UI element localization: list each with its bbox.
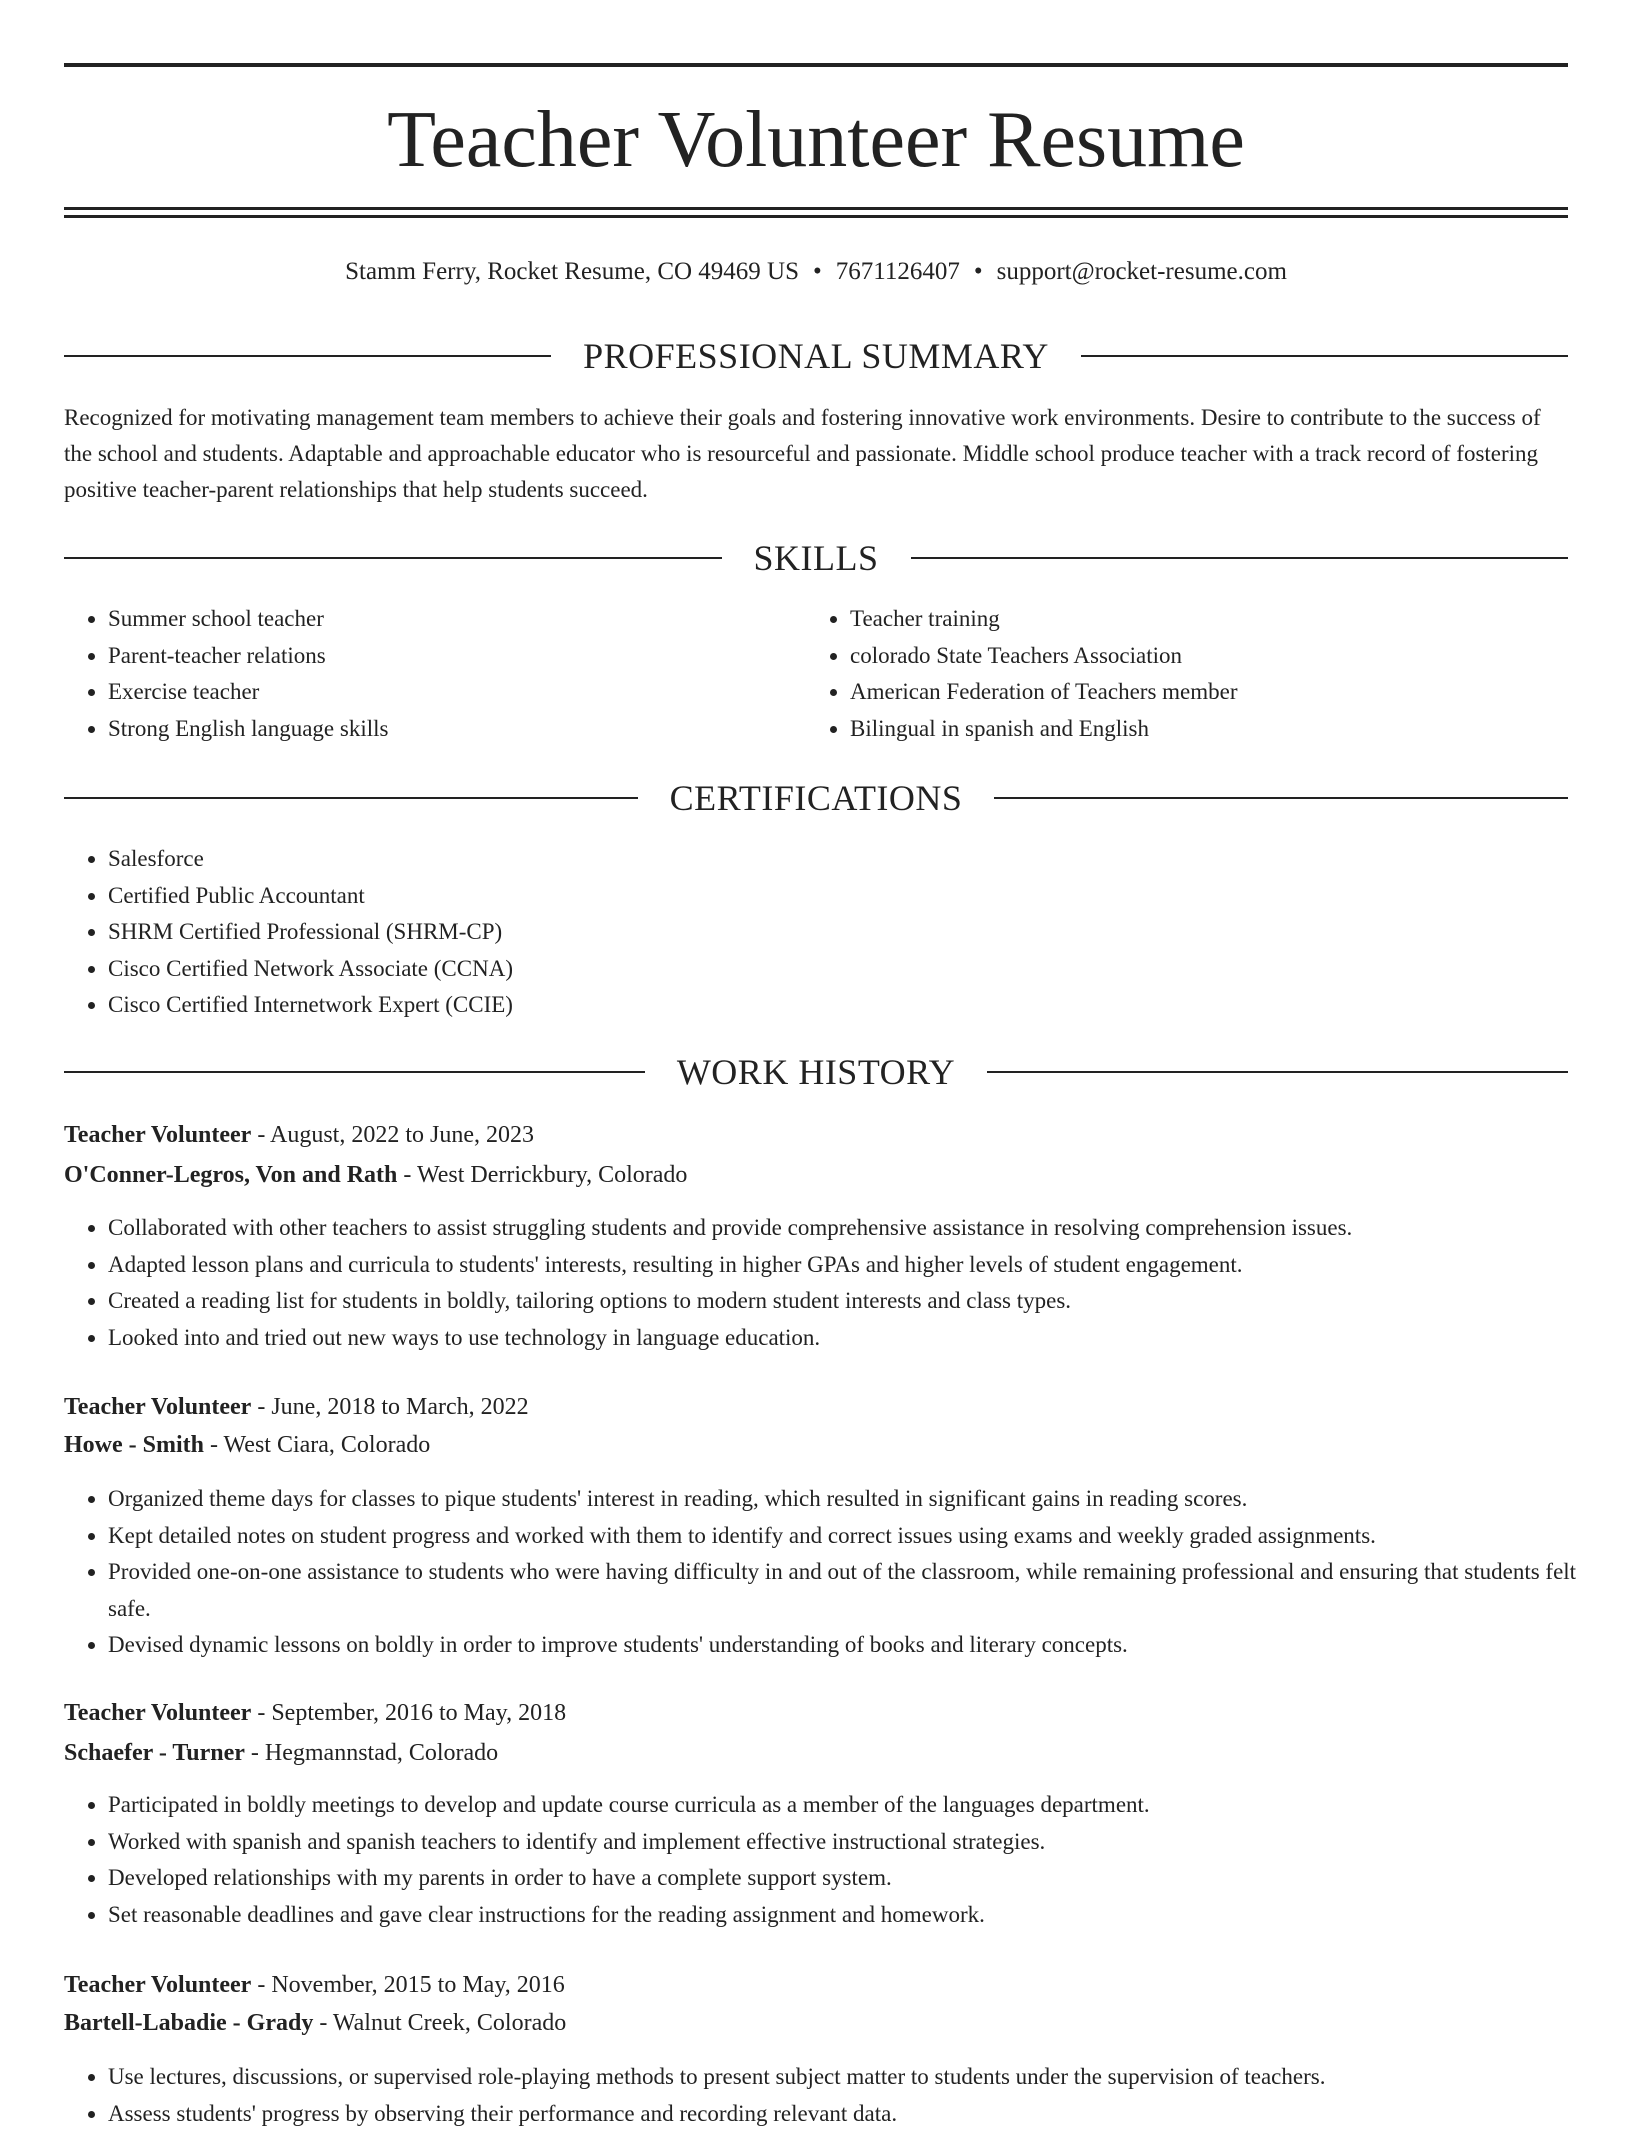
skill-item: • Bilingual in spanish and English bbox=[850, 711, 1610, 748]
job-bullets bbox=[64, 1210, 1568, 1356]
title-double-rule-upper bbox=[64, 207, 1568, 210]
contact-line bbox=[64, 254, 1568, 290]
job-dates: - August, 2022 to June, 2023 bbox=[251, 1122, 534, 1148]
job-bullet: • Participated in boldly meetings to develop and update course curricula as a member of the languages department. bbox=[108, 1787, 1568, 1824]
section-divider bbox=[64, 557, 722, 559]
title-double-rule-lower bbox=[64, 215, 1568, 218]
job-bullets bbox=[64, 1481, 1608, 1664]
certification-item: • Certified Public Accountant bbox=[108, 878, 1508, 915]
job-bullet: • Developed relationships with my parents in order to have a complete support system. bbox=[108, 1860, 1568, 1897]
job-bullet: • Created a reading list for students in boldly, tailoring options to modern student interests and class types. bbox=[108, 1283, 1568, 1320]
contact-email: support@rocket-resume.com bbox=[997, 258, 1287, 285]
section-divider bbox=[64, 355, 551, 357]
job-company-line bbox=[64, 1427, 1568, 1463]
job-dates: - November, 2015 to May, 2016 bbox=[251, 1972, 564, 1998]
section-divider bbox=[911, 557, 1569, 559]
job-bullet: • Devised dynamic lessons on boldly in order to improve students' understanding of books and literary concepts. bbox=[108, 1627, 1608, 1664]
skill-item: • Teacher training bbox=[850, 601, 1610, 638]
summary-section-header bbox=[64, 334, 1568, 378]
job-title-line bbox=[64, 1695, 1568, 1731]
resume-title: Teacher Volunteer Resume bbox=[64, 92, 1568, 188]
job-company-line bbox=[64, 2005, 1568, 2041]
skill-item: • Parent-teacher relations bbox=[108, 638, 808, 675]
section-divider bbox=[994, 797, 1568, 799]
certification-item: • SHRM Certified Professional (SHRM-CP) bbox=[108, 914, 1508, 951]
job-company-line bbox=[64, 1735, 1568, 1771]
job-title: Teacher Volunteer bbox=[64, 1122, 251, 1148]
summary-text: Recognized for motivating management team members to achieve their goals and fostering innovative work environments. Desire to contribute to the success of the school and students. Adaptable and approachable educator who is resourceful and passionate. Middle school produce teacher with a track record of fostering positive teacher-parent relationships that help students succeed. bbox=[64, 400, 1568, 508]
skill-item: • American Federation of Teachers member bbox=[850, 674, 1610, 711]
work-history-heading: WORK HISTORY bbox=[677, 1050, 955, 1094]
job-bullet: • Adapted lesson plans and curricula to students' interests, resulting in higher GPAs and higher levels of student engagement. bbox=[108, 1247, 1568, 1284]
section-divider bbox=[987, 1071, 1568, 1073]
job-location: - Hegmannstad, Colorado bbox=[245, 1740, 498, 1766]
job-company: Howe - Smith bbox=[64, 1432, 204, 1458]
summary-heading: PROFESSIONAL SUMMARY bbox=[583, 334, 1049, 378]
job-location: - Walnut Creek, Colorado bbox=[313, 2010, 566, 2036]
skill-item: • Strong English language skills bbox=[108, 711, 808, 748]
job-bullet: • Provided one-on-one assistance to students who were having difficulty in and out of the classroom, while remaining professional and ensuring that students felt safe. bbox=[108, 1554, 1608, 1627]
certifications-heading: CERTIFICATIONS bbox=[670, 776, 963, 820]
job-bullet: • Assess students' progress by observing their performance and recording relevant data. bbox=[108, 2096, 1568, 2132]
job-bullet: • Use lectures, discussions, or supervised role-playing methods to present subject matter to students under the supervision of teachers. bbox=[108, 2059, 1568, 2096]
job-bullet: • Organized theme days for classes to pique students' interest in reading, which resulted in significant gains in reading scores. bbox=[108, 1481, 1608, 1518]
job-location: - West Derrickbury, Colorado bbox=[397, 1162, 687, 1188]
job-title-line bbox=[64, 1389, 1568, 1425]
job-bullet: • Kept detailed notes on student progress and worked with them to identify and correct issues using exams and weekly graded assignments. bbox=[108, 1518, 1608, 1555]
job-title: Teacher Volunteer bbox=[64, 1972, 251, 1998]
job-title: Teacher Volunteer bbox=[64, 1394, 251, 1420]
contact-phone: 7671126407 bbox=[836, 258, 960, 285]
skills-heading: SKILLS bbox=[754, 536, 879, 580]
skill-item: • colorado State Teachers Association bbox=[850, 638, 1610, 675]
skills-section-header bbox=[64, 536, 1568, 580]
job-bullet: • Set reasonable deadlines and gave clear instructions for the reading assignment and homework. bbox=[108, 1897, 1568, 1934]
job-location: - West Ciara, Colorado bbox=[204, 1432, 430, 1458]
certifications-list bbox=[64, 841, 1508, 1024]
job-title-line bbox=[64, 1117, 1568, 1153]
contact-separator: • bbox=[974, 258, 983, 285]
job-dates: - June, 2018 to March, 2022 bbox=[251, 1394, 528, 1420]
contact-address: Stamm Ferry, Rocket Resume, CO 49469 US bbox=[345, 258, 799, 285]
job-company: O'Conner-Legros, Von and Rath bbox=[64, 1162, 397, 1188]
job-title: Teacher Volunteer bbox=[64, 1700, 251, 1726]
job-bullets bbox=[64, 2059, 1568, 2132]
job-company: Bartell-Labadie - Grady bbox=[64, 2010, 313, 2036]
job-company: Schaefer - Turner bbox=[64, 1740, 245, 1766]
skills-list-left bbox=[64, 601, 808, 747]
section-divider bbox=[1081, 355, 1568, 357]
job-title-line bbox=[64, 1967, 1568, 2003]
job-bullet: • Collaborated with other teachers to assist struggling students and provide comprehensive assistance in resolving comprehension issues. bbox=[108, 1210, 1568, 1247]
certification-item: • Cisco Certified Network Associate (CCNA) bbox=[108, 951, 1508, 988]
certification-item: • Cisco Certified Internetwork Expert (CCIE) bbox=[108, 987, 1508, 1024]
skill-item: • Summer school teacher bbox=[108, 601, 808, 638]
skill-item: • Exercise teacher bbox=[108, 674, 808, 711]
section-divider bbox=[64, 797, 638, 799]
job-bullets bbox=[64, 1787, 1568, 1933]
job-bullet: • Looked into and tried out new ways to use technology in language education. bbox=[108, 1320, 1568, 1357]
contact-separator: • bbox=[813, 258, 822, 285]
job-company-line bbox=[64, 1157, 1568, 1193]
job-bullet: • Worked with spanish and spanish teachers to identify and implement effective instructional strategies. bbox=[108, 1824, 1568, 1861]
certifications-section-header bbox=[64, 776, 1568, 820]
skills-list-right bbox=[806, 601, 1610, 747]
top-rule bbox=[64, 63, 1568, 67]
work-history-section-header bbox=[64, 1050, 1568, 1094]
certification-item: • Salesforce bbox=[108, 841, 1508, 878]
section-divider bbox=[64, 1071, 645, 1073]
job-dates: - September, 2016 to May, 2018 bbox=[251, 1700, 566, 1726]
